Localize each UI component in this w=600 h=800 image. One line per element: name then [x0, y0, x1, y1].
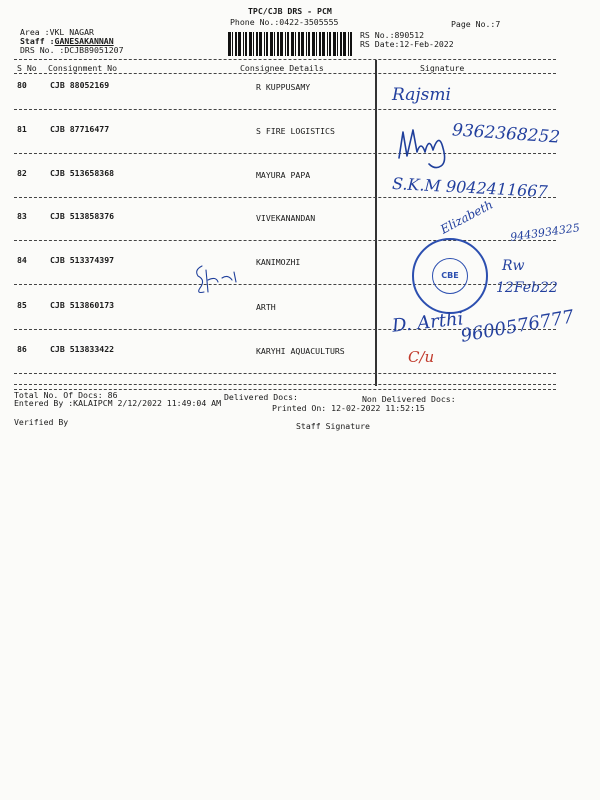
row-consignee: ARTH: [256, 302, 276, 312]
col-sno: S No: [17, 63, 37, 73]
divider: [14, 59, 556, 60]
phone-row-85: 9600576777: [459, 306, 576, 347]
barcode-bar: [256, 32, 258, 56]
row-divider: [14, 109, 556, 110]
row-sno: 84: [17, 255, 27, 265]
barcode-bar: [306, 32, 307, 56]
row-sno: 82: [17, 168, 27, 178]
barcode-bar: [266, 32, 268, 56]
barcode-bar: [259, 32, 262, 56]
rs-number: RS No.:890512: [360, 30, 425, 40]
divider: [14, 73, 556, 74]
barcode-bar: [245, 32, 247, 56]
page-number: Page No.:7: [451, 19, 501, 29]
barcode-bar: [235, 32, 237, 56]
barcode-bar: [329, 32, 331, 56]
row-consignee: R KUPPUSAMY: [256, 82, 311, 92]
name-row-84: Elizabeth: [438, 197, 496, 237]
barcode-bar: [340, 32, 342, 56]
barcode-bar: [228, 32, 231, 56]
phone-row-84: 9443934325: [509, 221, 581, 244]
row-consignment-no: CJB 513858376: [50, 211, 115, 221]
company-stamp: CBE: [412, 238, 488, 314]
row-consignee: KARYHI AQUACULTURS: [256, 346, 345, 356]
row-consignment-no: CJB 87716477: [50, 124, 110, 134]
phone-number: Phone No.:0422-3505555: [230, 17, 339, 27]
barcode-bar: [277, 32, 279, 56]
row-consignee: S FIRE LOGISTICS: [256, 126, 335, 136]
area-label: Area :VKL NAGAR: [20, 27, 94, 37]
printed-on: Printed On: 12-02-2022 11:52:15: [272, 403, 425, 413]
total-docs: Total No. Of Docs: 86: [14, 390, 118, 400]
row-sno: 86: [17, 344, 27, 354]
barcode-bar: [333, 32, 336, 56]
staff-label: Staff :GANESAKANNAN: [20, 36, 114, 46]
signature-scribble-84: [192, 262, 244, 298]
rs-date: RS Date:12-Feb-2022: [360, 39, 454, 49]
date-row-84: 12Feb22: [496, 280, 558, 296]
row-consignment-no: CJB 513374397: [50, 255, 115, 265]
row-consignee: KANIMOZHI: [256, 257, 301, 267]
drs-number: DRS No. :DCJB89051207: [20, 45, 124, 55]
barcode-bar: [287, 32, 289, 56]
col-consignee: Consignee Details: [240, 63, 324, 73]
row-consignee: MAYURA PAPA: [256, 170, 311, 180]
barcode-bar: [316, 32, 317, 56]
row-consignment-no: CJB 513658368: [50, 168, 115, 178]
barcode-bar: [337, 32, 338, 56]
barcode-bar: [249, 32, 252, 56]
note-row-86: C/u: [408, 348, 435, 366]
barcode-bar: [232, 32, 233, 56]
row-divider: [14, 153, 556, 154]
phone-row-81: 9362368252: [451, 120, 561, 148]
entered-by: Entered By :KALAIPCM 2/12/2022 11:49:04 AM: [14, 398, 222, 408]
staff-signature: Staff Signature: [296, 421, 370, 431]
col-signature: Signature: [420, 63, 465, 73]
row-consignment-no: CJB 513860173: [50, 300, 115, 310]
barcode-bar: [238, 32, 241, 56]
barcode-bar: [274, 32, 275, 56]
name-row-85: D. Arthi: [391, 308, 465, 337]
row-sno: 80: [17, 80, 27, 90]
barcode-bar: [327, 32, 328, 56]
barcode-bar: [319, 32, 321, 56]
divider: [14, 384, 556, 385]
barcode-bar: [312, 32, 315, 56]
barcode-bar: [350, 32, 352, 56]
barcode-bar: [243, 32, 244, 56]
row-consignee: VIVEKANANDAN: [256, 213, 316, 223]
delivered-docs: Delivered Docs:: [224, 392, 298, 402]
barcode-bar: [301, 32, 304, 56]
barcode-bar: [343, 32, 346, 56]
note-row-84: Rw: [502, 258, 525, 274]
barcode-bar: [322, 32, 325, 56]
row-sno: 83: [17, 211, 27, 221]
doc-title: TPC/CJB DRS - PCM: [248, 6, 332, 16]
barcode-bar: [285, 32, 286, 56]
signature-row-80: Rajsmi: [392, 85, 451, 105]
barcode: [228, 32, 352, 56]
signature-scribble-81: [395, 122, 455, 170]
row-consignment-no: CJB 513833422: [50, 344, 115, 354]
barcode-bar: [348, 32, 349, 56]
row-sno: 81: [17, 124, 27, 134]
row-divider: [14, 373, 556, 374]
barcode-bar: [270, 32, 273, 56]
row-sno: 85: [17, 300, 27, 310]
row-divider: [14, 240, 556, 241]
signature-row-82: S.K.M 9042411667: [391, 173, 549, 202]
barcode-bar: [280, 32, 283, 56]
barcode-bar: [295, 32, 296, 56]
barcode-bar: [253, 32, 254, 56]
barcode-bar: [308, 32, 310, 56]
barcode-bar: [264, 32, 265, 56]
col-consignment: Consignment No: [48, 63, 118, 73]
barcode-bar: [298, 32, 300, 56]
row-consignment-no: CJB 88052169: [50, 80, 110, 90]
non-delivered-docs: Non Delivered Docs:: [362, 394, 456, 404]
barcode-bar: [291, 32, 294, 56]
verified-by: Verified By: [14, 417, 69, 427]
